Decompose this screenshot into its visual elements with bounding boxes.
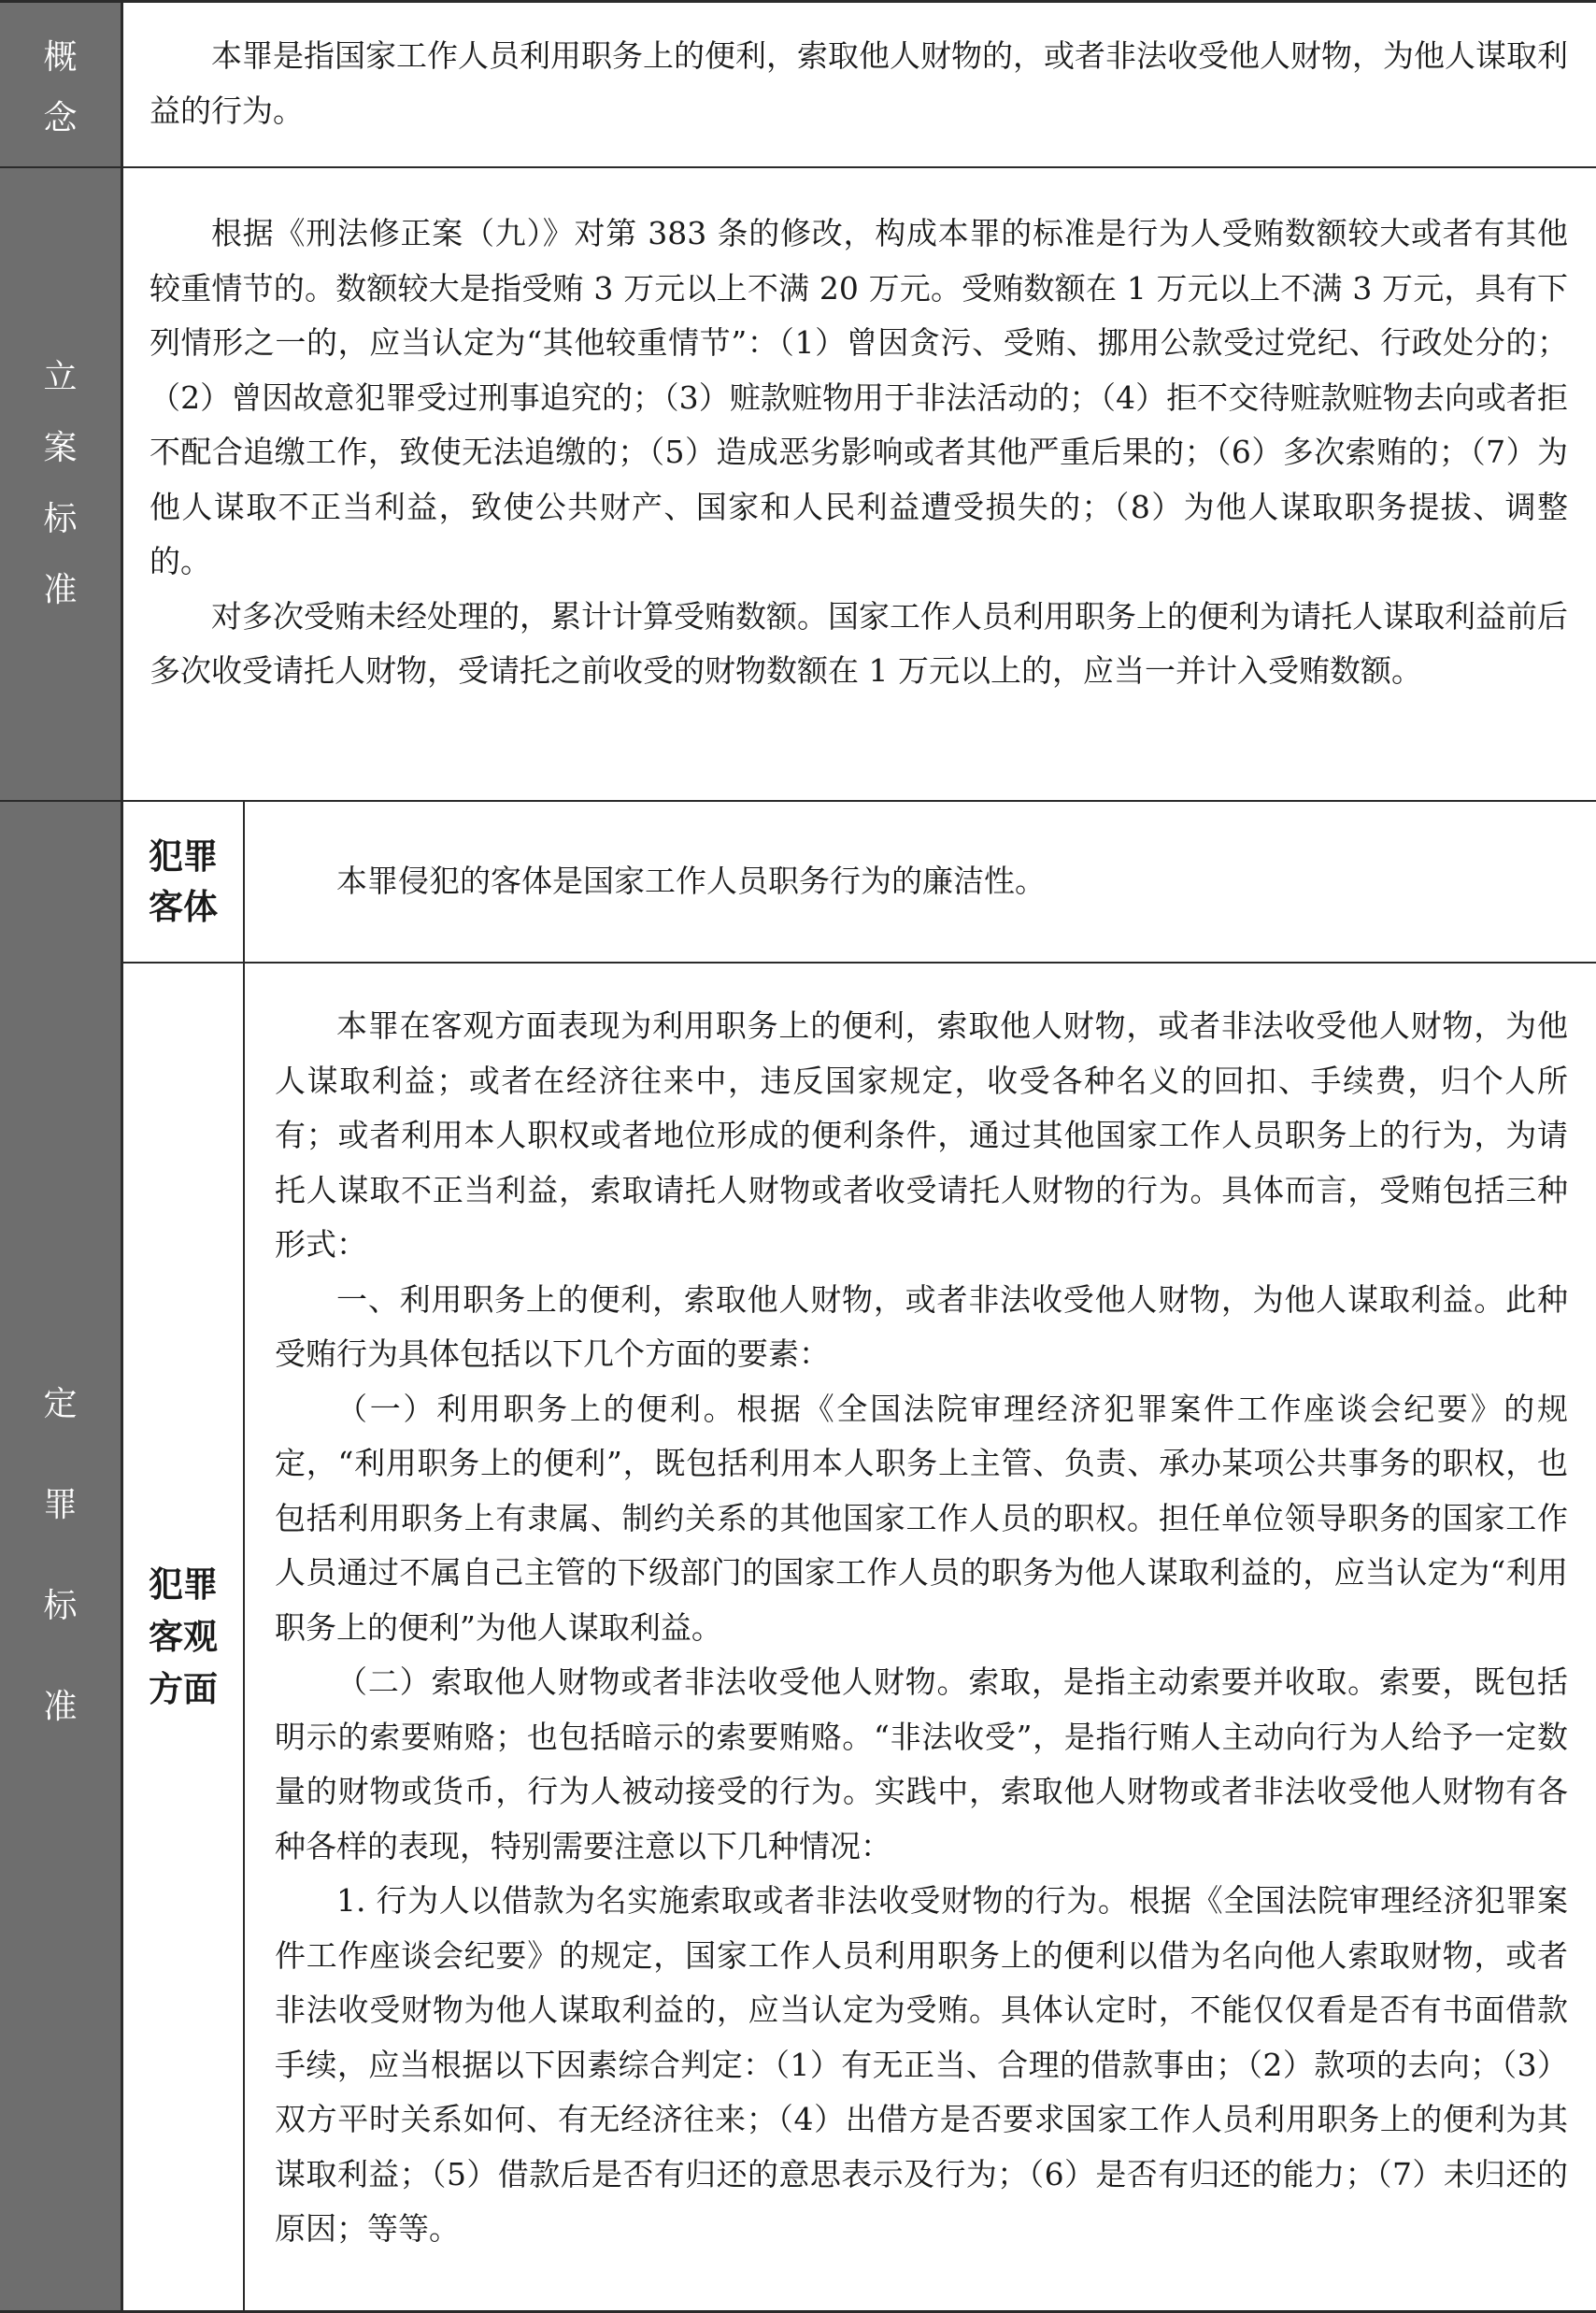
concept-paragraph: 本罪是指国家工作人员利用职务上的便利，索取他人财物的，或者非法收受他人财物，为他人谋取利益的行为。	[150, 37, 1568, 129]
sublabel-line: 方面	[149, 1668, 218, 1709]
label-char: 念	[43, 98, 78, 137]
crime-object-paragraph: 本罪侵犯的客体是国家工作人员职务行为的廉洁性。	[336, 863, 1046, 899]
filing-content	[123, 168, 1596, 800]
sublabel-line: 犯罪	[149, 1563, 218, 1605]
label-char: 标	[43, 1587, 78, 1625]
conviction-content	[123, 802, 1596, 2310]
row-conviction-standard	[0, 802, 1596, 2313]
sublabel-crime-objective-aspect	[123, 964, 245, 2310]
concept-content	[123, 3, 1596, 166]
sublabel-line: 犯罪	[149, 835, 218, 877]
subrow-crime-object	[123, 802, 1596, 964]
label-char: 案	[43, 429, 78, 467]
label-char: 准	[43, 571, 78, 609]
label-char: 罪	[43, 1486, 78, 1524]
row-label-filing-standard	[0, 168, 123, 800]
label-char: 定	[43, 1385, 78, 1423]
objective-paragraph: （二）索取他人财物或者非法收受他人财物。索取，是指主动索要并收取。索要，既包括明示的索要贿赂；也包括暗示的索要贿赂。“非法收受”，是指行贿人主动向行为人给予一定数量的财物或货币，行为人被动接受的行为。实践中，索取他人财物或者非法收受他人财物有各种各样的表现，特别需要注意以下几种情况：	[275, 1663, 1568, 1864]
label-char: 概	[43, 37, 78, 77]
objective-paragraph: 一、利用职务上的便利，索取他人财物，或者非法收受他人财物，为他人谋取利益。此种受贿行为具体包括以下几个方面的要素：	[275, 1280, 1568, 1372]
crime-object-content	[245, 802, 1596, 962]
row-label-conviction-standard	[0, 802, 123, 2310]
sublabel-line: 客体	[149, 886, 218, 927]
row-label-concept	[0, 3, 123, 166]
filing-paragraph: 根据《刑法修正案（九）》对第 383 条的修改，构成本罪的标准是行为人受贿数额较大或者有其他较重情节的。数额较大是指受贿 3 万元以上不满 20 万元。受贿数额在 1 万元以上不满 3 万元，具有下列情形之一的，应当认定为“其他较重情节”：（1）曾因贪污、受贿、挪用公款受过党纪、行政处分的；（2）曾因故意犯罪受过刑事追究的；（3）赃款赃物用于非法活动的；（4）拒不交待赃款赃物去向或者拒不配合追缴工作，致使无法追缴的；（5）造成恶劣影响或者其他严重后果的；（6）多次索贿的；（7）为他人谋取不正当利益，致使公共财产、国家和人民利益遭受损失的；（8）为他人谋取职务提拔、调整的。	[150, 215, 1568, 579]
label-char: 立	[43, 358, 78, 396]
objective-paragraph: 1. 行为人以借款为名实施索取或者非法收受财物的行为。根据《全国法院审理经济犯罪案件工作座谈会纪要》的规定，国家工作人员利用职务上的便利以借为名向他人索取财物，或者非法收受财物为他人谋取利益的，应当认定为受贿。具体认定时，不能仅仅看是否有书面借款手续，应当根据以下因素综合判定：（1）有无正当、合理的借款事由；（2）款项的去向；（3）双方平时关系如何、有无经济往来；（4）出借方是否要求国家工作人员利用职务上的便利为其谋取利益；（5）借款后是否有归还的意思表示及行为；（6）是否有归还的能力；（7）未归还的原因；等等。	[275, 1882, 1568, 2247]
sublabel-crime-object	[123, 802, 245, 962]
subrow-crime-objective-aspect	[123, 964, 1596, 2310]
label-char: 准	[43, 1688, 78, 1726]
row-concept	[0, 3, 1596, 168]
objective-paragraph: 本罪在客观方面表现为利用职务上的便利，索取他人财物，或者非法收受他人财物，为他人谋取利益；或者在经济往来中，违反国家规定，收受各种名义的回扣、手续费，归个人所有；或者利用本人职权或者地位形成的便利条件，通过其他国家工作人员职务上的行为，为请托人谋取不正当利益，索取请托人财物或者收受请托人财物的行为。具体而言，受贿包括三种形式：	[275, 1007, 1568, 1263]
row-filing-standard	[0, 168, 1596, 802]
objective-paragraph: （一）利用职务上的便利。根据《全国法院审理经济犯罪案件工作座谈会纪要》的规定，“利用职务上的便利”，既包括利用本人职务上主管、负责、承办某项公共事务的职权，也包括利用职务上有隶属、制约关系的其他国家工作人员的职权。担任单位领导职务的国家工作人员通过不属自己主管的下级部门的国家工作人员的职务为他人谋取利益的，应当认定为“利用职务上的便利”为他人谋取利益。	[275, 1390, 1568, 1646]
filing-paragraph: 对多次受贿未经处理的，累计计算受贿数额。国家工作人员利用职务上的便利为请托人谋取利益前后多次收受请托人财物，受请托之前收受的财物数额在 1 万元以上的，应当一并计入受贿数额。	[150, 597, 1568, 689]
sublabel-line: 客观	[149, 1616, 218, 1657]
crime-objective-content	[245, 964, 1596, 2310]
label-char: 标	[43, 500, 78, 538]
